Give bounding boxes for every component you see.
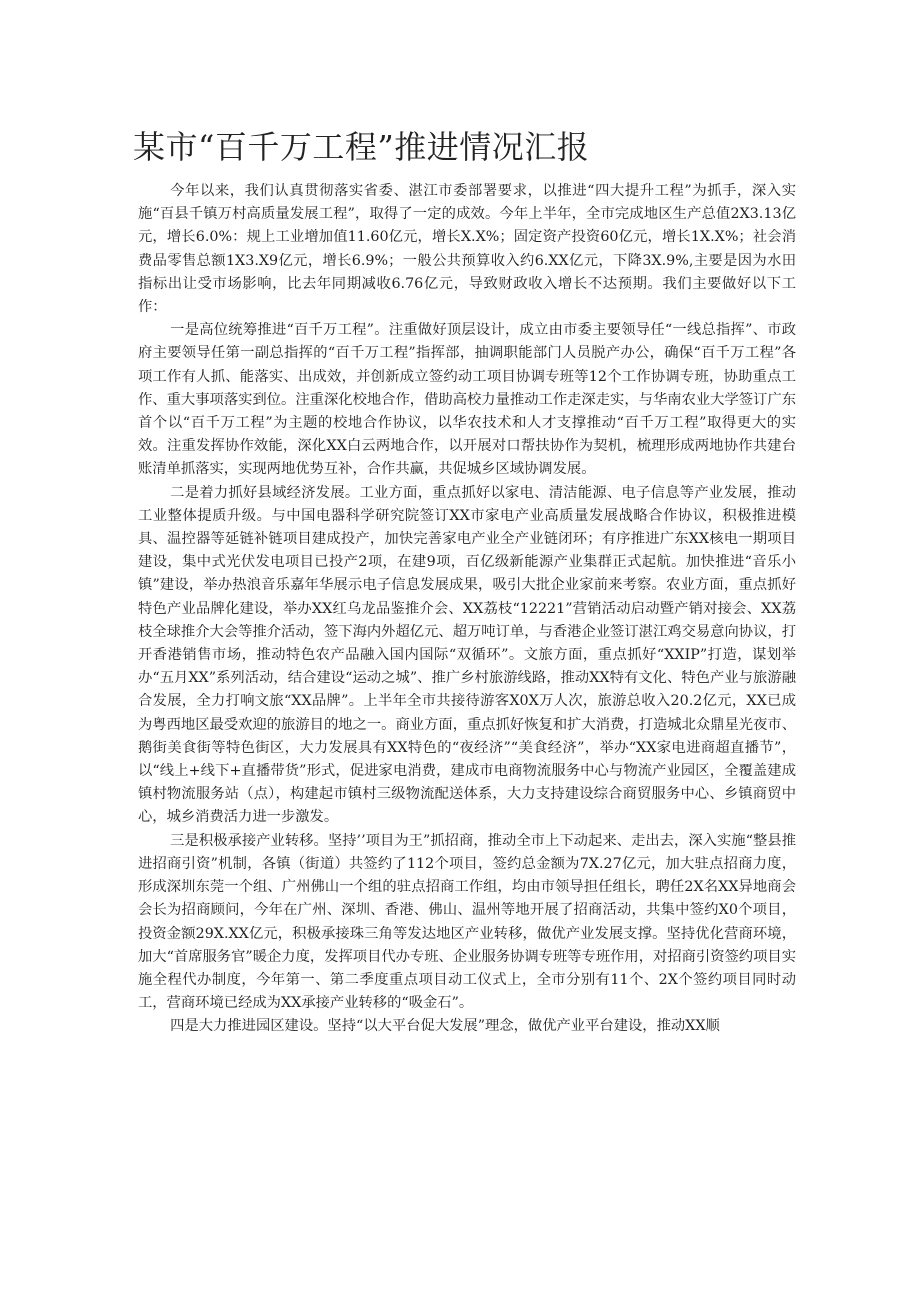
document-body <box>138 180 796 1039</box>
paragraph-intro: 今年以来，我们认真贯彻落实省委、湛江市委部署要求，以推进“四大提升工程”为抓手，深入实施“百县千镇万村高质量发展工程”，取得了一定的成效。今年上半年，全市完成地区生产总值2X3.13亿元，增长6.0%：规上工业增加值11.60亿元，增长X.X%；固定资产投资60亿元，增长1X.X%；社会消费品零售总额1X3.X9亿元，增长6.9%；一般公共预算收入约6.XX亿元，下降3X.9%,主要是因为水田指标出让受市场影响，比去年同期减收6.76亿元，导致财政收入增长不达预期。我们主要做好以下工作： <box>138 183 796 316</box>
paragraph-section-3: 三是积极承接产业转移。坚持’’项目为王”抓招商，推动全市上下动起来、走出去，深入实施“整县推进招商引资”机制，各镇（街道）共签约了112个项目，签约总金额为7X.27亿元，加大驻点招商力度，形成深圳东莞一个组、广州佛山一个组的驻点招商工作组，均由市领导担任组长，聘任2X名XX异地商会会长为招商顾问，今年在广州、深圳、香港、佛山、温州等地开展了招商活动，共集中签约X0个项目，投资金额29X.XX亿元，积极承接珠三角等发达地区产业转移，做优产业发展支撑。坚持优化营商环境，加大“首席服务官”暖企力度，发挥项目代办专班、企业服务协调专班等专班作用，对招商引资签约项目实施全程代办制度，今年第一、第二季度重点项目动工仪式上，全市分别有11个、2X个签约项目同时动工，营商环境已经成为XX承接产业转移的“吸金石”。 <box>138 832 796 1012</box>
paragraph-section-1: 一是高位统筹推进“百千万工程”。注重做好顶层设计，成立由市委主要领导任“一线总指挥”、市政府主要领导任第一副总指挥的“百千万工程”指挥部，抽调职能部门人员脱产办公，确保“百千万工程”各项工作有人抓、能落实、出成效，并创新成立签约动工项目协调专班等12个工作协调专班，协助重点工作、重大事项落实到位。注重深化校地合作，借助高校力量推动工作走深走实，与华南农业大学签订广东首个以“百千万工程”为主题的校地合作协议，以华农技术和人才支撑推动“百千万工程”取得更大的实效。注重发挥协作效能，深化XX白云两地合作，以开展对口帮扶协作为契机，梳理形成两地协作共建台账清单抓落实，实现两地优势互补，合作共赢，共促城乡区域协调发展。 <box>138 322 796 478</box>
paragraph-section-2: 二是着力抓好县域经济发展。工业方面，重点抓好以家电、清洁能源、电子信息等产业发展，推动工业整体提质升级。与中国电器科学研究院签订XX市家电产业高质量发展战略合作协议，积极推进模具、温控器等延链补链项目建成投产，加快完善家电产业全产业链闭环；有序推进广东XX核电一期项目建设，集中式光伏发电项目已投产2项，在建9项，百亿级新能源产业集群正式起航。加快推进“音乐小镇”建设，举办热浪音乐嘉年华展示电子信息发展成果，吸引大批企业家前来考察。农业方面，重点抓好特色产业品牌化建设，举办XX红乌龙品鉴推介会、XX荔枝“12221”营销活动启动暨产销对接会、XX荔枝全球推介大会等推介活动，签下海内外超亿元、超万吨订单，与香港企业签订湛江鸡交易意向协议，打开香港销售市场，推动特色农产品融入国内国际“双循环”。文旅方面，重点抓好“XXIP”打造，谋划举办“五月XX”系列活动，结合建设“运动之城”、推广乡村旅游线路，推动XX特有文化、特色产业与旅游融合发展，全力打响文旅“XX品牌”。上半年全市共接待游客X0X万人次，旅游总收入20.2亿元，XX已成为粤西地区最受欢迎的旅游目的地之一。商业方面，重点抓好恢复和扩大消费，打造城北众鼎星光夜市、鹅街美食街等特色街区，大力发展具有XX特色的“夜经济”“美食经济”，举办“XX家电进商超直播节”，以“线上+线下+直播带货”形式，促进家电消费，建成市电商物流服务中心与物流产业园区，全覆盖建成镇村物流服务站（点），构建起市镇村三级物流配送体系，大力支持建设综合商贸服务中心、乡镇商贸中心，城乡消费活力进一步激发。 <box>138 484 796 826</box>
paragraph-section-4: 四是大力推进园区建设。坚持“以大平台促大发展”理念，做优产业平台建设，推动XX顺 <box>170 1018 720 1035</box>
document-title: 某市“百千万工程”推进情况汇报 <box>133 128 590 166</box>
